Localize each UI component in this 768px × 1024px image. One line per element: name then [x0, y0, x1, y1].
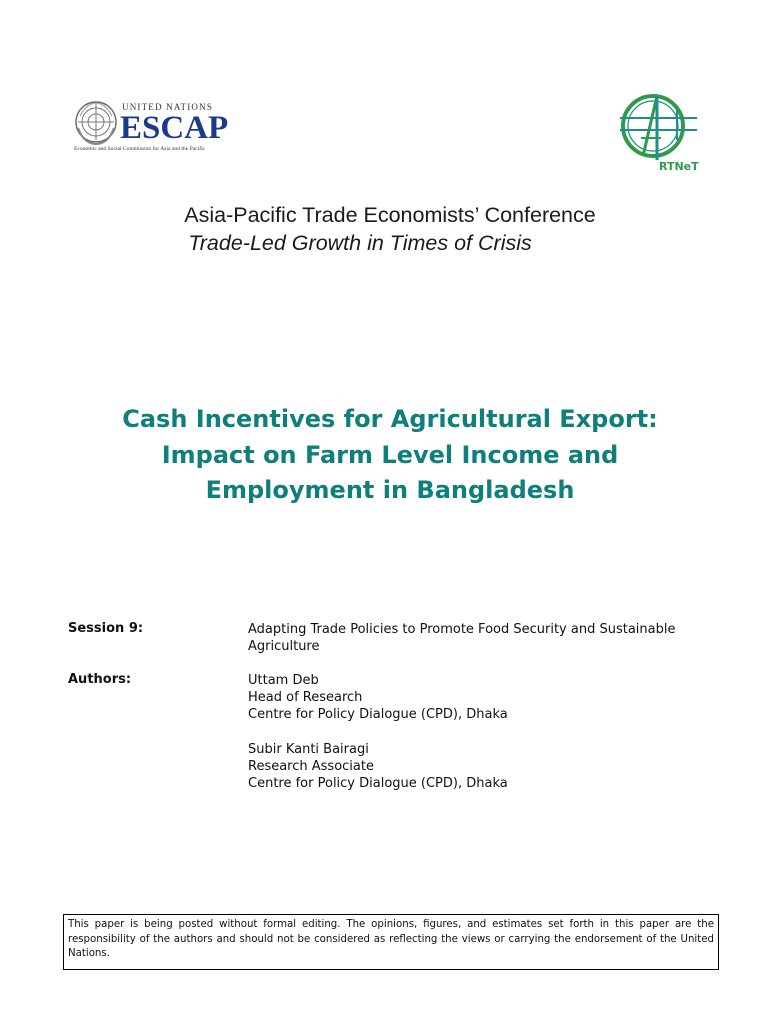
un-escap-logo: [72, 100, 268, 152]
escap-main-text: ESCAP: [120, 110, 229, 146]
author-name: Subir Kanti Bairagi: [248, 742, 369, 757]
disclaimer-box: This paper is being posted without formal editing. The opinions, figures, and estimates set forth in this paper are the responsibility of the authors and should not be considered as reflecting the views or carrying the endorsement of the United Nations.: [63, 914, 719, 970]
author-name: Uttam Deb: [248, 673, 319, 688]
paper-title-line: Cash Incentives for Agricultural Export:: [122, 405, 658, 433]
author-affiliation: Centre for Policy Dialogue (CPD), Dhaka: [248, 707, 508, 722]
conference-subtitle: Trade-Led Growth in Times of Crisis: [188, 231, 532, 255]
author-role: Head of Research: [248, 690, 363, 705]
session-value: [248, 621, 718, 655]
artnet-globe-icon: [620, 96, 697, 160]
escap-sub-text: Economic and Social Commission for Asia and the Pacific: [74, 146, 206, 152]
artnet-text: RTNeT: [659, 160, 699, 173]
session-value-line: Agriculture: [248, 639, 320, 654]
author-block: [248, 672, 718, 723]
author-block: [248, 741, 718, 792]
author-affiliation: Centre for Policy Dialogue (CPD), Dhaka: [248, 776, 508, 791]
paper-title-line: Impact on Farm Level Income and: [161, 440, 619, 469]
session-value-line: Adapting Trade Policies to Promote Food Security and Sustainable: [248, 622, 676, 637]
escap-top-text: UNITED NATIONS: [122, 102, 214, 112]
artnet-logo: [617, 88, 719, 178]
author-role: Research Associate: [248, 759, 374, 774]
session-label: Session 9:: [68, 621, 144, 636]
paper-title-line: Employment in Bangladesh: [205, 476, 575, 504]
un-emblem-icon: [76, 102, 116, 144]
authors-label: Authors:: [68, 672, 132, 687]
paper-title: [0, 402, 768, 509]
conference-title: Asia-Pacific Trade Economists’ Conference: [184, 203, 596, 227]
